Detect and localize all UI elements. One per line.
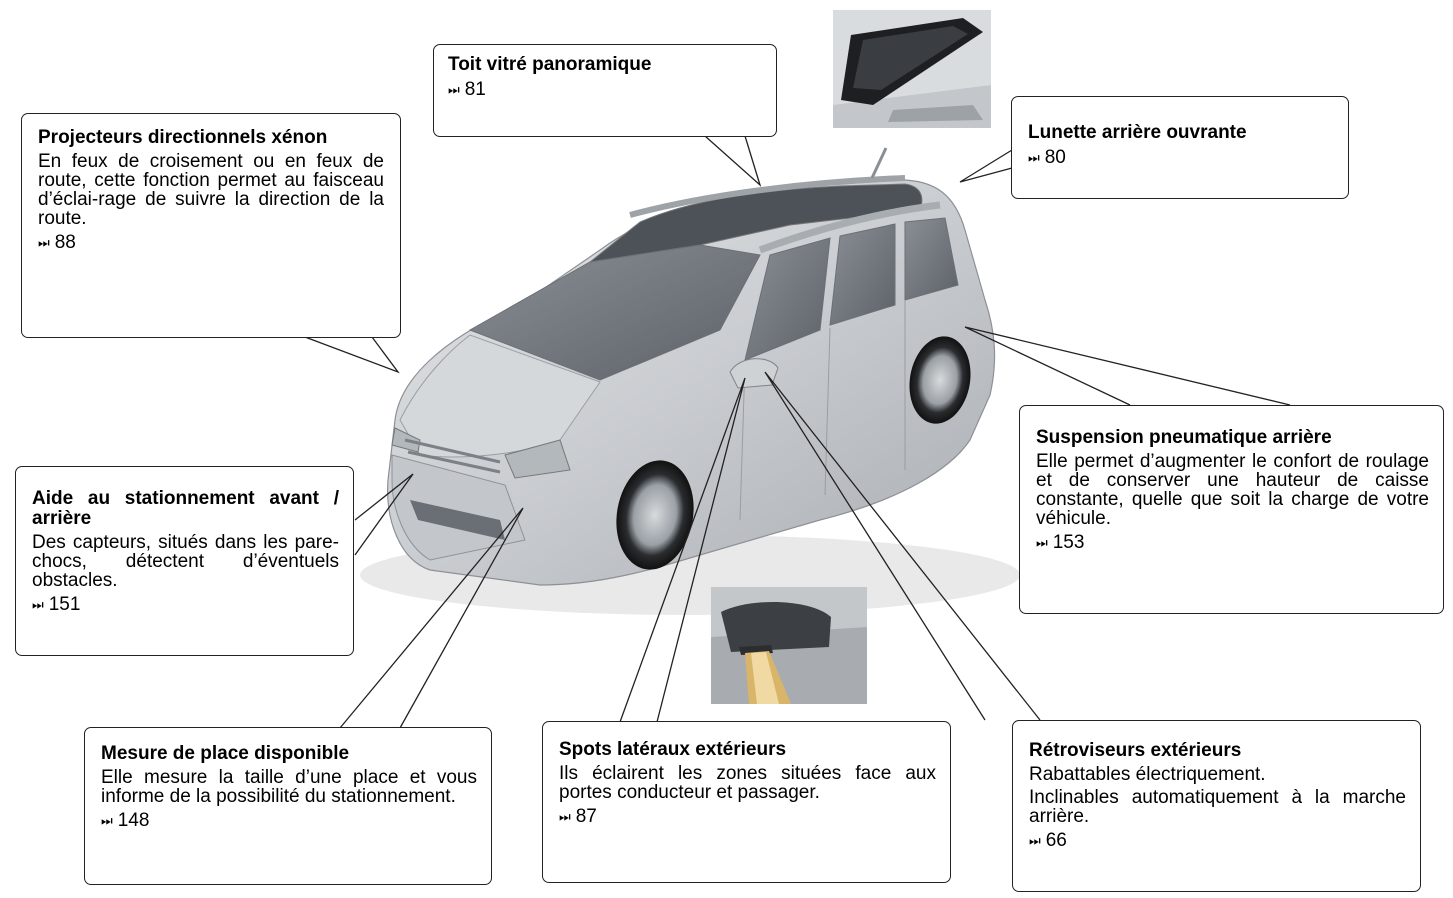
callout-lunette: [1011, 96, 1349, 199]
callout-body-2: Inclinables automatiquement à la marche arrière.: [1029, 787, 1406, 827]
page-reference: [38, 232, 384, 254]
page-number: 88: [54, 232, 76, 253]
callout-title: Rétroviseurs extérieurs: [1029, 740, 1242, 761]
mirror-spot-photo-icon: [711, 587, 867, 704]
callout-title: Suspension pneumatique arrière: [1036, 427, 1332, 448]
leader-line-toit: [705, 136, 760, 185]
page-ref-icon: ⏭: [1028, 150, 1039, 165]
inset-photo-rear-window: [833, 10, 991, 128]
page-number: 87: [575, 806, 597, 827]
page-reference: [448, 79, 762, 101]
page-number: 80: [1044, 147, 1066, 168]
page-ref-icon: ⏭: [1029, 833, 1040, 848]
page-ref-icon: ⏭: [1036, 535, 1047, 550]
leader-line-proj: [305, 337, 398, 372]
callout-toit-vitre: [433, 44, 777, 137]
callout-suspension: [1019, 405, 1444, 614]
page-reference: [1036, 532, 1429, 554]
leader-line-lunette: [960, 150, 1012, 182]
callout-body: En feux de croisement ou en feux de route, cette fonction permet au faisceau d’éclai-rage de suivre la direction de la route.: [38, 151, 384, 229]
page-number: 66: [1045, 830, 1067, 851]
inset-photo-mirror-spot: [711, 587, 867, 704]
callout-title: Toit vitré panoramique: [448, 54, 652, 75]
antenna: [872, 148, 886, 178]
page-reference: [101, 810, 477, 832]
callout-title: Projecteurs directionnels xénon: [38, 127, 328, 148]
callout-spots: [542, 721, 951, 883]
callout-body: Rabattables électriquement.: [1029, 764, 1266, 785]
page-ref-icon: ⏭: [32, 597, 43, 612]
page-ref-icon: ⏭: [101, 813, 112, 828]
page-number: 151: [48, 594, 81, 615]
page-reference: [1029, 830, 1406, 852]
callout-body: Ils éclairent les zones situées face aux portes conducteur et passager.: [559, 763, 936, 803]
leader-line-susp: [965, 327, 1290, 405]
page-number: 148: [117, 810, 150, 831]
callout-body: Elle mesure la taille d’une place et vous informe de la possibilité du stationnement.: [101, 767, 477, 807]
callout-body: Des capteurs, situés dans les pare-chocs, détectent d’éventuels obstacles.: [32, 532, 339, 591]
rear-window-photo-icon: [833, 10, 991, 128]
callout-body: Elle permet d’augmenter le confort de roulage et de conserver une hauteur de caisse constante, quelle que soit la charge de votre véhicule.: [1036, 451, 1429, 529]
page-ref-icon: ⏭: [38, 235, 49, 250]
page-reference: [559, 806, 936, 828]
callout-mesure-place: [84, 727, 492, 885]
callout-title: Aide au stationnement avant / arrière: [32, 488, 339, 529]
callout-retroviseurs: [1012, 720, 1421, 892]
callout-aide-stationnement: [15, 466, 354, 656]
callout-title: Mesure de place disponible: [101, 743, 350, 764]
page-reference: [1028, 147, 1332, 169]
page-ref-icon: ⏭: [448, 82, 459, 97]
page-number: 81: [464, 79, 486, 100]
callout-title: Spots latéraux extérieurs: [559, 739, 787, 760]
callout-title: Lunette arrière ouvrante: [1028, 122, 1247, 143]
page-reference: [32, 594, 339, 616]
callout-projecteurs: [21, 113, 401, 338]
page-number: 153: [1052, 532, 1085, 553]
page-ref-icon: ⏭: [559, 809, 570, 824]
